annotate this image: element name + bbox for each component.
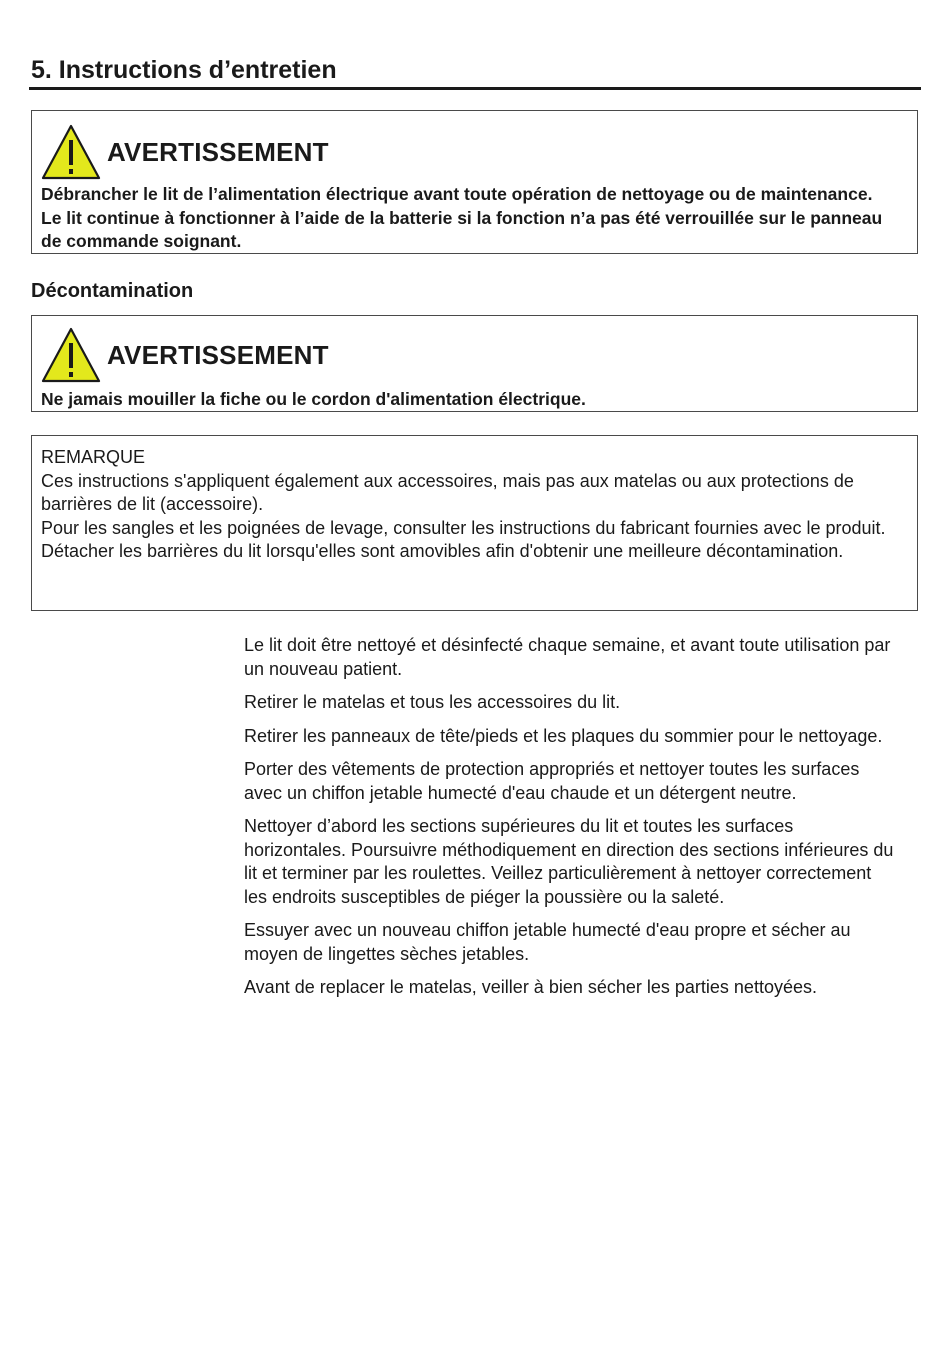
warning-text: Débrancher le lit de l’alimentation électrique avant toute opération de nettoyage ou de maintenance. Le lit continue à fonctionner à l’aide de la batterie si la fonction n’a pas été verrouillée sur le panneau de commande soignant. bbox=[41, 184, 883, 251]
warning-triangle-icon bbox=[41, 124, 101, 180]
step-paragraph: Le lit doit être nettoyé et désinfecté chaque semaine, et avant toute utilisation par un nouveau patient. bbox=[244, 635, 891, 679]
warning-triangle-icon bbox=[41, 327, 101, 383]
cleaning-steps bbox=[244, 634, 894, 1010]
warning-title: AVERTISSEMENT bbox=[107, 137, 329, 167]
step-paragraph: Avant de replacer le matelas, veiller à bien sécher les parties nettoyées. bbox=[244, 977, 817, 997]
step-paragraph: Porter des vêtements de protection appropriés et nettoyer toutes les surfaces avec un chiffon jetable humecté d'eau chaude et un détergent neutre. bbox=[244, 759, 860, 803]
step-paragraph: Retirer les panneaux de tête/pieds et les plaques du sommier pour le nettoyage. bbox=[244, 725, 883, 746]
warning-title: AVERTISSEMENT bbox=[107, 340, 329, 370]
warning-box-plug bbox=[31, 315, 918, 412]
note-box bbox=[31, 435, 918, 611]
note-line: Détacher les barrières du lit lorsqu'elles sont amovibles afin d'obtenir une meilleure décontamination. bbox=[41, 541, 844, 561]
warning-text: Ne jamais mouiller la fiche ou le cordon d'alimentation électrique. bbox=[41, 389, 586, 409]
warning-box-power bbox=[31, 110, 918, 254]
step-paragraph: Essuyer avec un nouveau chiffon jetable humecté d'eau propre et sécher au moyen de lingettes sèches jetables. bbox=[244, 920, 851, 964]
page-title: 5. Instructions d’entretien bbox=[31, 56, 337, 84]
section-heading: Décontamination bbox=[31, 280, 194, 302]
warning-header bbox=[41, 324, 329, 386]
note-label: REMARQUE bbox=[41, 447, 146, 467]
step-paragraph: Nettoyer d’abord les sections supérieures du lit et toutes les surfaces horizontales. Poursuivre méthodiquement en direction des sections inférieures du lit et terminer par les roulettes. Veillez particulièrement à nettoyer correctement les endroits susceptibles de piéger la poussière ou la saleté. bbox=[244, 816, 894, 907]
note-line: Ces instructions s'appliquent également aux accessoires, mais pas aux matelas ou aux protections de barrières de lit (accessoire). bbox=[41, 470, 854, 514]
step-paragraph: Retirer le matelas et tous les accessoires du lit. bbox=[244, 692, 621, 712]
note-line: Pour les sangles et les poignées de levage, consulter les instructions du fabricant fournies avec le produit. bbox=[41, 517, 886, 538]
warning-header bbox=[41, 121, 329, 183]
title-divider bbox=[29, 87, 921, 90]
